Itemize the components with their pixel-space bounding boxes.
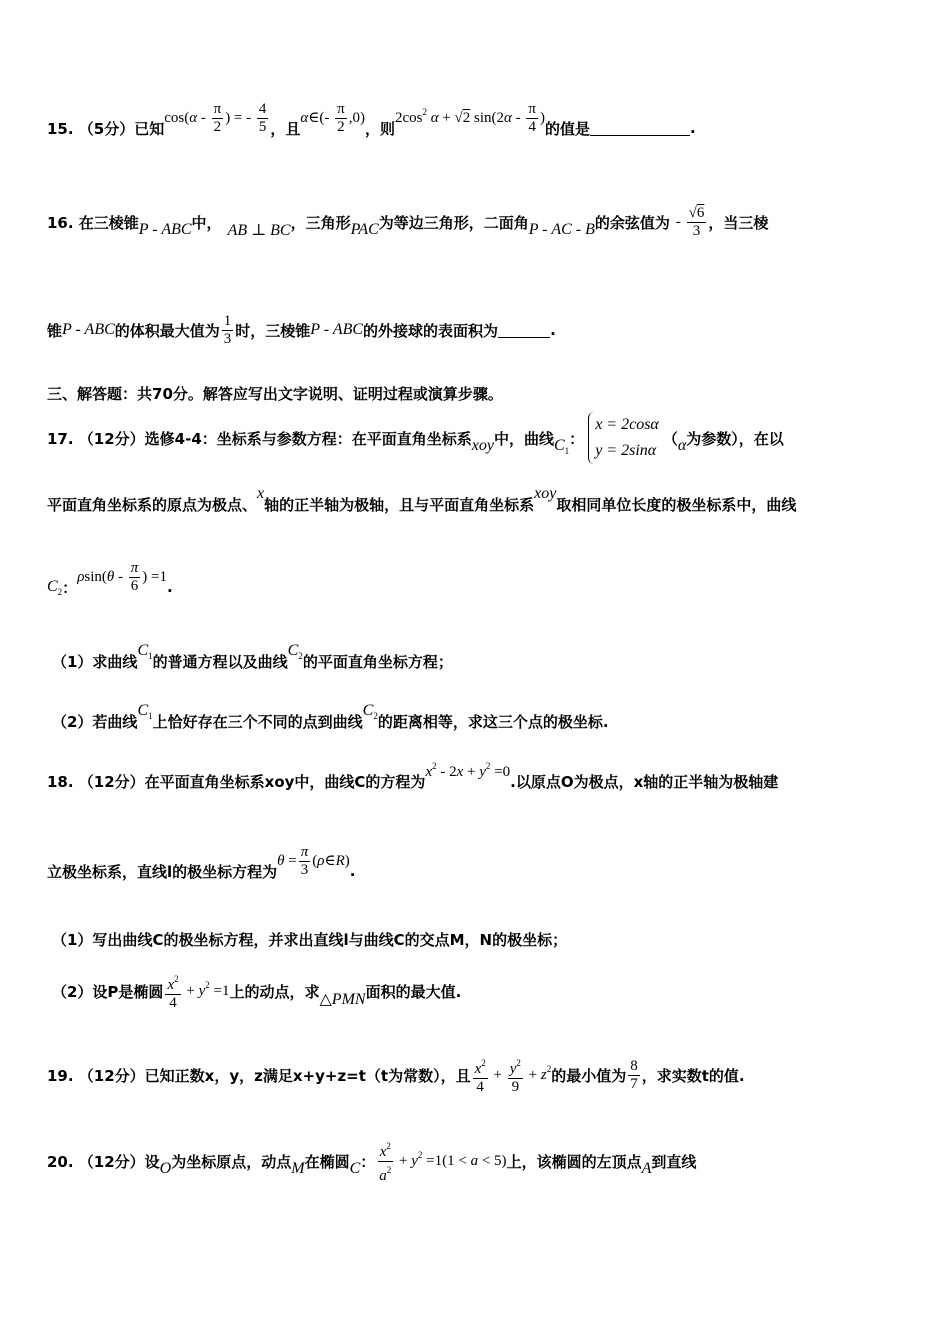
question-17-line-2 <box>47 485 910 516</box>
question-17-part-1 <box>52 641 910 674</box>
q20-mid3: 上，该椭圆的左顶点 <box>506 1152 642 1171</box>
q15-answer-blank[interactable] <box>590 121 690 136</box>
q17-p2-c1: $C_1$ <box>137 701 153 721</box>
q17-x-axis: x <box>257 485 265 502</box>
q15-then: ，则 <box>364 119 395 138</box>
q17-mid2: 为参数），在以 <box>686 429 784 448</box>
q17-line2c: 取相同单位长度的极坐标系中，曲线 <box>556 495 797 514</box>
q18-circle-equation: $x^2 - 2x + y^2 =0$ <box>425 761 511 780</box>
q17-xoy-2: xoy <box>534 485 557 502</box>
section-3-heading: 三、解答题：共70分。解答应写出文字说明、证明过程或演算步骤。 <box>47 384 503 403</box>
q19-lead: 19. （12分）已知正数x，y，z满足x+y+z=t（t为常数），且 <box>47 1066 471 1085</box>
q17-line2a: 平面直角坐标系的原点为极点、 <box>47 495 258 514</box>
question-17-part-2 <box>52 701 910 734</box>
q15-condition-2: α∈(- $\frac{\pi}{2}$ ,0) <box>300 100 365 135</box>
q20-lead: 20. （12分）设 <box>47 1152 160 1171</box>
q20-tail: 到直线 <box>651 1152 697 1171</box>
q17-p2-c2: $C_2$ <box>362 701 378 721</box>
q16-volume: $\frac{1}{3}$ <box>223 312 232 347</box>
question-18-line-2 <box>47 843 910 896</box>
q16-answer-blank[interactable] <box>498 323 550 338</box>
q19-mid: 的最小值为 <box>551 1066 627 1085</box>
q17-line2b: 轴的正半轴为极轴，且与平面直角坐标系 <box>264 495 535 514</box>
q16-tail: 的外接球的表面积为 <box>363 321 499 340</box>
q16-cos-value: - $\frac{√6}{3}$ <box>675 204 705 239</box>
q20-vertex-a: A <box>641 1160 652 1177</box>
q16-dihedral: P - AC - B <box>528 221 595 238</box>
question-18-part-1: （1）写出曲线C的极坐标方程，并求出直线l与曲线C的交点M，N的极坐标； <box>52 930 568 949</box>
q18-p2-lead: （2）设P是椭圆 <box>52 982 164 1001</box>
q18-end: . <box>349 862 356 880</box>
question-19 <box>47 1050 910 1100</box>
q17-end: . <box>167 578 173 596</box>
q20-colon: ： <box>360 1152 376 1171</box>
q17-colon-2: ： <box>62 578 78 597</box>
q16-pyramid-3: P - ABC <box>310 321 364 338</box>
q18-p2-mid: 上的动点，求 <box>229 982 320 1001</box>
q17-c1: $C_1$ <box>554 436 570 456</box>
q19-min-value: $\frac{8}{7}$ <box>630 1057 638 1092</box>
q17-alpha: α <box>677 437 687 454</box>
question-16-line-2 <box>47 300 910 360</box>
question-17 <box>47 410 910 466</box>
q16-mid7: 时，三棱锥 <box>235 321 311 340</box>
q20-point-m: M <box>291 1160 305 1177</box>
question-15 <box>47 100 910 148</box>
q18-ellipse-equation: $\frac{x^2}{4}$ + $y^2 =1$ <box>163 971 229 1012</box>
q16-mid1: 中， <box>191 213 222 232</box>
q15-expression: $2\cos^2$ α + √2 sin(2α - $\frac{\pi}{4}$ ) <box>394 100 545 135</box>
q17-p1-c1: $C_1$ <box>137 641 153 661</box>
q17-parametric-system <box>588 412 659 464</box>
q17-p1-lead: （1）求曲线 <box>52 652 138 671</box>
q18-mid: .以原点O为极点，x轴的正半轴为极轴建 <box>510 772 779 791</box>
q17-lead: 17. （12分）选修4-4：坐标系与参数方程：在平面直角坐标系 <box>47 429 472 448</box>
q20-ellipse-equation: $\frac{x^2}{a^2}$ + $y^2 =1(1 < a < 5)$ <box>375 1138 506 1185</box>
question-18-part-2 <box>52 966 910 1016</box>
q17-eq1: x = 2cosα <box>595 416 659 433</box>
q15-tail: 的值是 <box>545 119 591 138</box>
q15-condition-1: cos(α - $\frac{\pi}{2}$ ) = - $\frac{4}{5}$ <box>164 100 267 135</box>
q17-p2-lead: （2）若曲线 <box>52 712 138 731</box>
q18-triangle: △PMN <box>319 991 366 1008</box>
q16-pyramid: P - ABC <box>138 221 192 238</box>
q17-p1-mid: 的普通方程以及曲线 <box>152 652 288 671</box>
q20-mid1: 为坐标原点，动点 <box>171 1152 292 1171</box>
q16-mid6: 的体积最大值为 <box>114 321 220 340</box>
q18-line2: 立极坐标系，直线l的极坐标方程为 <box>47 862 278 881</box>
q19-tail: ，求实数t的值. <box>641 1066 745 1085</box>
q17-mid1: 中，曲线 <box>493 429 554 448</box>
q17-xoy: xoy <box>471 437 494 454</box>
q16-mid5: ，当三棱 <box>708 213 769 232</box>
question-16 <box>47 202 910 242</box>
q17-eq2: y = 2sinα <box>595 442 657 459</box>
q17-p2-tail: 的距离相等，求这三个点的极坐标. <box>377 712 609 731</box>
q17-colon: ： <box>569 429 585 448</box>
q17-p1-tail: 的平面直角坐标方程； <box>302 652 453 671</box>
q17-c2-equation: ρsin(θ - $\frac{\pi}{6}$ ) =1 <box>77 559 167 594</box>
q17-paren: （ <box>662 429 678 448</box>
q15-lead: 15. （5分）已知 <box>47 119 165 138</box>
question-17-line-3 <box>47 559 910 609</box>
q16-pyramid-2: P - ABC <box>62 321 115 338</box>
question-18 <box>47 761 910 796</box>
q16-perpendicular: AB ⊥ BC <box>227 222 291 239</box>
q15-and: ，且 <box>270 119 301 138</box>
q20-curve-c: C <box>349 1160 361 1177</box>
question-20 <box>47 1136 910 1186</box>
q17-p1-c2: $C_2$ <box>287 641 303 661</box>
q18-line-equation: θ = $\frac{\pi}{3}$ (ρ∈R) <box>277 843 350 878</box>
q16-end: . <box>550 321 556 339</box>
q20-mid2: 在椭圆 <box>304 1152 350 1171</box>
q16-triangle-pac: PAC <box>350 221 379 238</box>
q17-c2: $C_2$ <box>47 577 63 597</box>
q17-p2-mid: 上恰好存在三个不同的点到曲线 <box>152 712 363 731</box>
q20-origin: O <box>159 1160 172 1177</box>
q16-lead: 16. 在三棱锥 <box>47 213 139 232</box>
q19-expression: $\frac{x^2}{4}$ + $\frac{y^2}{9}$ + $z^2$ <box>471 1055 552 1096</box>
q18-lead: 18. （12分）在平面直角坐标系xoy中，曲线C的方程为 <box>47 772 426 791</box>
q16-mid2: ，三角形 <box>290 213 351 232</box>
q16-mid3: 为等边三角形，二面角 <box>378 213 529 232</box>
q16-line2-lead: 锥 <box>47 321 63 340</box>
q16-mid4: 的余弦值为 <box>594 213 670 232</box>
q15-end: . <box>690 119 696 137</box>
q18-p2-tail: 面积的最大值. <box>365 982 462 1001</box>
